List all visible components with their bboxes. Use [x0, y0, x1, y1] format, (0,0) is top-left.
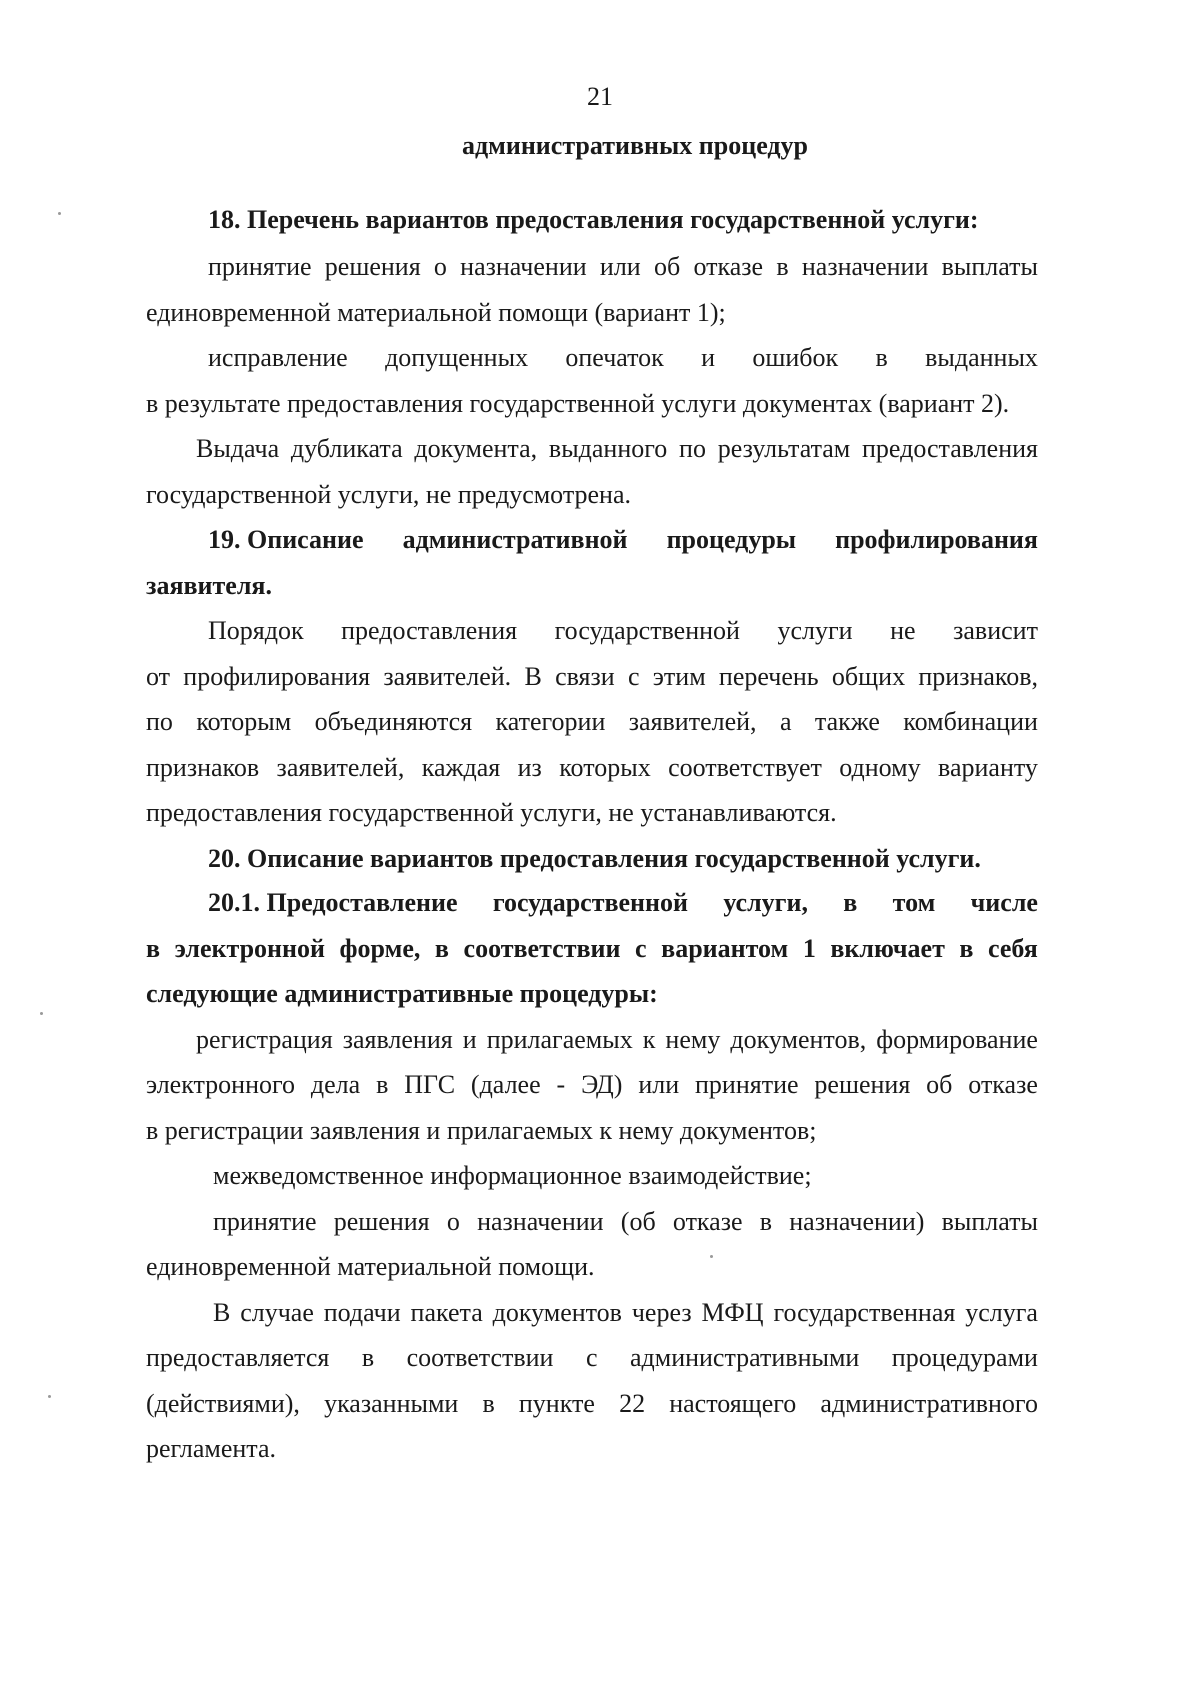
- word: с: [585, 1343, 598, 1372]
- word: принятие: [208, 252, 312, 281]
- word: в: [146, 934, 161, 963]
- word: соответствует: [668, 753, 822, 782]
- section-18-variant-2-line-2: в результате предоставления государственной услуги документах (вариант 2).: [146, 389, 1010, 418]
- word: 1: [802, 934, 816, 963]
- word: результатам: [717, 434, 851, 463]
- word: из: [517, 753, 542, 782]
- section-20-registration-line-2: [146, 1069, 1038, 1101]
- word: документов: [492, 1298, 622, 1327]
- word: (далее: [470, 1070, 541, 1099]
- word: том: [892, 888, 936, 917]
- word: административными: [629, 1343, 860, 1372]
- word: 19. Описание: [208, 525, 364, 554]
- word: с: [627, 662, 640, 691]
- word: назначении: [460, 252, 587, 281]
- word: которых: [559, 753, 651, 782]
- word: форме,: [339, 934, 421, 963]
- heading-continuation: административных процедур: [461, 131, 809, 160]
- word: общих: [831, 662, 906, 691]
- word: каждая: [421, 753, 501, 782]
- word: решения: [324, 252, 421, 281]
- word: государственной: [492, 888, 688, 917]
- word: об: [926, 1070, 953, 1099]
- word: решения: [814, 1070, 911, 1099]
- word: дела: [310, 1070, 361, 1099]
- word: пункте: [518, 1389, 595, 1418]
- word: электронной: [174, 934, 325, 963]
- section-18-duplicate-line-1: [196, 433, 1038, 465]
- word: объединяются: [314, 707, 473, 736]
- word: профилирования: [835, 525, 1038, 554]
- word: государственной: [554, 616, 740, 645]
- word: 20.1. Предоставление: [208, 888, 458, 917]
- word: дубликата: [290, 434, 403, 463]
- word: допущенных: [385, 343, 529, 372]
- word: настоящего: [669, 1389, 797, 1418]
- section-20-interaction: межведомственное информационное взаимодействие;: [213, 1161, 812, 1190]
- word: а: [779, 707, 792, 736]
- section-20-mfc-line-4: регламента.: [146, 1434, 277, 1463]
- word: документа,: [414, 434, 538, 463]
- scan-speck: [48, 1395, 51, 1398]
- word: включает: [830, 934, 945, 963]
- scan-speck: [40, 1012, 43, 1015]
- section-18-variant-1-line-1: [208, 251, 1038, 283]
- section-18-variant-1-line-2: единовременной материальной помощи (вариант 1);: [146, 298, 726, 327]
- word: профилирования: [183, 662, 371, 691]
- word: признаков: [146, 753, 260, 782]
- word: или: [638, 1070, 680, 1099]
- word: процедурами: [891, 1343, 1038, 1372]
- word: связи: [555, 662, 615, 691]
- word: к: [642, 1025, 656, 1054]
- word: отказе: [968, 1070, 1038, 1099]
- section-19-title-line-1: [208, 524, 1038, 556]
- word: о: [446, 1207, 460, 1236]
- word: одному: [839, 753, 921, 782]
- word: исправление: [208, 343, 348, 372]
- word: в: [959, 934, 974, 963]
- section-20-decision-line-1: [213, 1206, 1038, 1238]
- word: в: [482, 1389, 495, 1418]
- section-19-title-line-2: заявителя.: [146, 571, 273, 600]
- word: услуги: [777, 616, 853, 645]
- section-20-mfc-line-2: [146, 1342, 1038, 1374]
- word: и: [462, 1025, 477, 1054]
- word: электронного: [146, 1070, 296, 1099]
- word: отказе: [693, 252, 764, 281]
- word: назначении: [801, 252, 929, 281]
- word: признаков,: [918, 662, 1038, 691]
- word: ошибок: [752, 343, 839, 372]
- word: соответствии: [463, 934, 621, 963]
- word: в: [843, 888, 858, 917]
- section-20-1-line-3: следующие административные процедуры:: [146, 979, 658, 1008]
- section-18-duplicate-line-2: государственной услуги, не предусмотрена.: [146, 480, 632, 509]
- word: случае: [240, 1298, 314, 1327]
- word: перечень: [718, 662, 819, 691]
- word: В: [213, 1298, 231, 1327]
- word: формирование: [876, 1025, 1038, 1054]
- word: категории: [495, 707, 606, 736]
- section-20-title: 20. Описание вариантов предоставления государственной услуги.: [208, 844, 981, 873]
- word: или: [599, 252, 641, 281]
- section-20-registration-line-1: [196, 1024, 1038, 1056]
- word: в: [361, 1343, 375, 1372]
- scan-speck: [710, 1255, 713, 1258]
- word: принятие: [213, 1207, 317, 1236]
- section-19-paragraph-line-2: [146, 661, 1038, 693]
- word: и: [701, 343, 716, 372]
- word: предоставления: [862, 434, 1038, 463]
- section-20-mfc-line-1: [213, 1297, 1038, 1329]
- word: об: [653, 252, 681, 281]
- section-20-mfc-line-3: [146, 1388, 1038, 1420]
- word: отказе: [672, 1207, 743, 1236]
- word: предоставления: [341, 616, 518, 645]
- word: Порядок: [208, 616, 304, 645]
- word: в: [776, 252, 789, 281]
- word: заявителей.: [383, 662, 512, 691]
- word: ПГС: [404, 1070, 456, 1099]
- word: соответствии: [406, 1343, 554, 1372]
- section-19-paragraph-line-1: [208, 615, 1038, 647]
- word: выданного: [548, 434, 668, 463]
- word: не: [890, 616, 916, 645]
- word: вариантом: [661, 934, 789, 963]
- section-19-paragraph-line-3: [146, 706, 1038, 738]
- word: выданных: [925, 343, 1038, 372]
- section-19-paragraph-line-5: предоставления государственной услуги, не устанавливаются.: [146, 798, 837, 827]
- word: опечаток: [565, 343, 664, 372]
- word: (действиями),: [146, 1389, 300, 1418]
- word: по: [679, 434, 706, 463]
- word: зависит: [953, 616, 1038, 645]
- word: административного: [820, 1389, 1038, 1418]
- word: решения: [333, 1207, 430, 1236]
- section-18-title: 18. Перечень вариантов предоставления государственной услуги:: [208, 205, 979, 234]
- word: пакета: [410, 1298, 483, 1327]
- section-20-1-line-2: [146, 933, 1038, 965]
- word: от: [146, 662, 171, 691]
- word: МФЦ: [701, 1298, 764, 1327]
- word: назначении: [477, 1207, 604, 1236]
- word: процедуры: [666, 525, 797, 554]
- word: прилагаемых: [486, 1025, 633, 1054]
- word: в: [875, 343, 888, 372]
- word: заявления: [342, 1025, 453, 1054]
- word: комбинации: [903, 707, 1038, 736]
- section-20-1-line-1: [208, 887, 1038, 919]
- word: выплаты: [941, 252, 1038, 281]
- word: принятие: [695, 1070, 799, 1099]
- word: с: [635, 934, 647, 963]
- word: также: [814, 707, 880, 736]
- scan-speck: [58, 212, 61, 215]
- section-18-variant-2-line-1: [208, 342, 1038, 374]
- word: указанными: [324, 1389, 459, 1418]
- section-19-paragraph-line-4: [146, 752, 1038, 784]
- word: выплаты: [941, 1207, 1038, 1236]
- word: подачи: [323, 1298, 401, 1327]
- word: заявителей,: [628, 707, 757, 736]
- section-20-registration-line-3: в регистрации заявления и прилагаемых к нему документов;: [146, 1116, 817, 1145]
- word: предоставляется: [146, 1343, 330, 1372]
- word: в: [759, 1207, 773, 1236]
- word: В: [524, 662, 542, 691]
- section-20-decision-line-2: единовременной материальной помощи.: [146, 1252, 595, 1281]
- word: в: [434, 934, 449, 963]
- word: заявителей,: [276, 753, 405, 782]
- word: которым: [196, 707, 292, 736]
- page-number: 21: [587, 82, 613, 111]
- word: о: [433, 252, 447, 281]
- word: по: [146, 707, 173, 736]
- word: услуга: [965, 1298, 1038, 1327]
- word: Выдача: [196, 434, 280, 463]
- word: этим: [652, 662, 706, 691]
- word: государственная: [773, 1298, 956, 1327]
- word: ЭД): [581, 1070, 623, 1099]
- word: -: [556, 1070, 566, 1099]
- word: назначении): [789, 1207, 925, 1236]
- word: числе: [970, 888, 1038, 917]
- word: регистрация: [196, 1025, 333, 1054]
- word: административной: [402, 525, 628, 554]
- word: (об: [620, 1207, 656, 1236]
- word: 22: [619, 1389, 646, 1418]
- word: нему: [665, 1025, 721, 1054]
- word: через: [631, 1298, 692, 1327]
- word: себя: [988, 934, 1038, 963]
- word: в: [376, 1070, 389, 1099]
- word: услуги,: [723, 888, 808, 917]
- word: варианту: [938, 753, 1038, 782]
- word: документов,: [730, 1025, 867, 1054]
